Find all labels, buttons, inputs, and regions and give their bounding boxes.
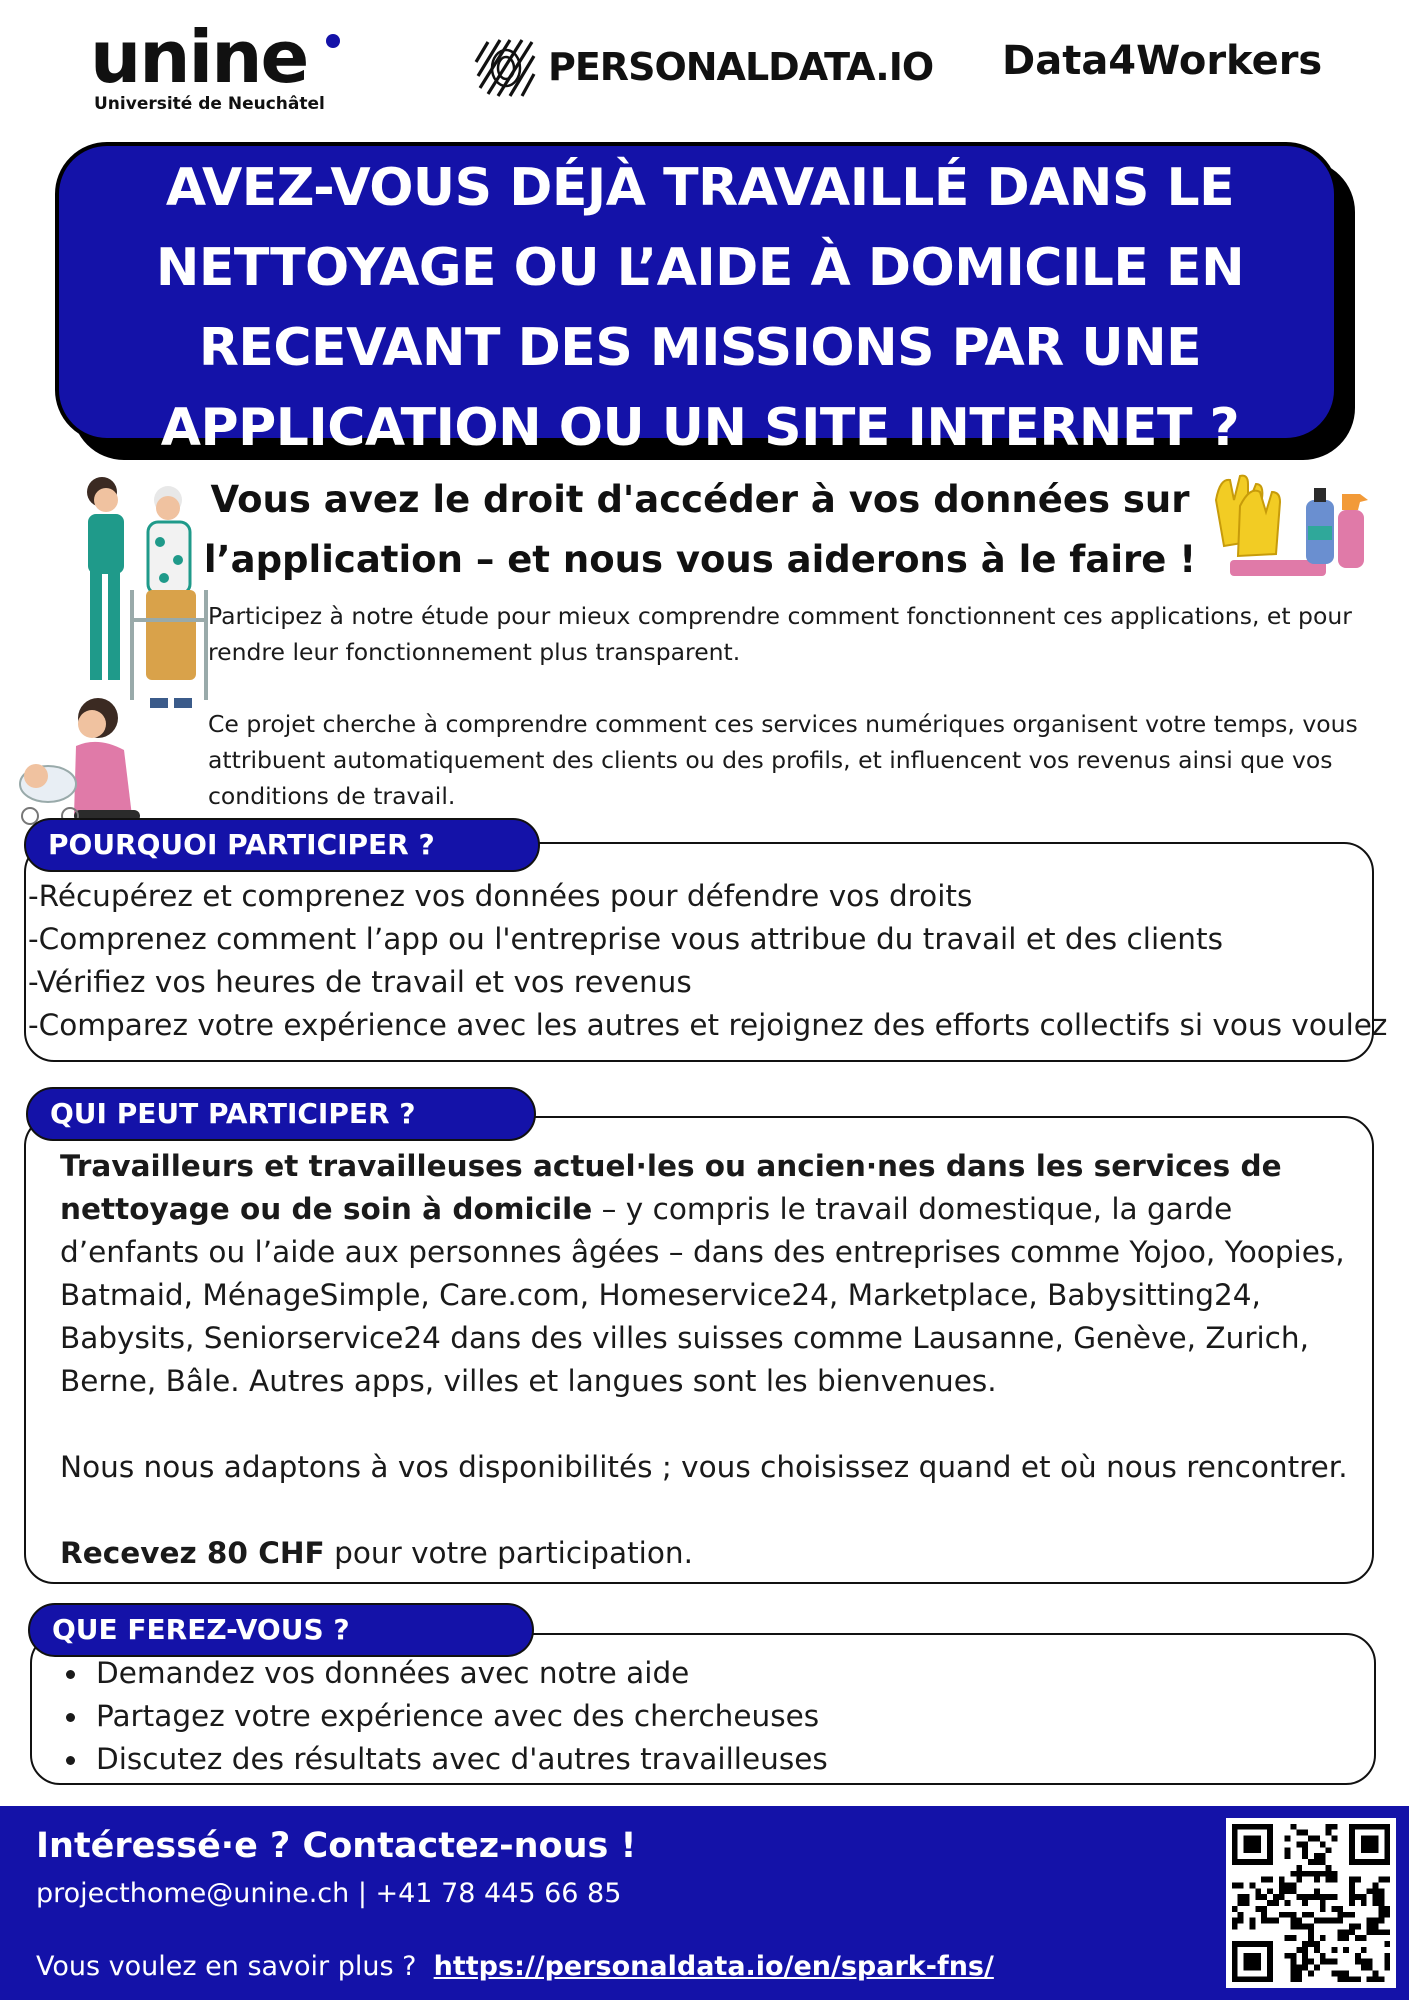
- subheading-line: Vous avez le droit d'accéder à vos données sur: [210, 478, 1190, 521]
- reward-text: [60, 1532, 1360, 1575]
- intro-paragraph: Participez à notre étude pour mieux comprendre comment fonctionnent ces applications, et pour rendre leur fonctionnement plus transparent.: [208, 602, 1352, 666]
- list-item: Discutez des résultats avec d'autres travailleuses: [62, 1738, 1262, 1781]
- who-can-participate-title: QUI PEUT PARTICIPER ?: [26, 1087, 536, 1141]
- what-will-you-do-list: [62, 1652, 1262, 1781]
- learn-more: [36, 1951, 994, 1982]
- fingerprint-icon: [470, 32, 540, 102]
- unine-dot-icon: [326, 34, 340, 48]
- learn-more-label: Vous voulez en savoir plus ?: [36, 1951, 417, 1982]
- caregiver-elderly-illustration: [70, 470, 220, 720]
- reward-amount: Recevez 80 CHF: [60, 1536, 325, 1570]
- project-link[interactable]: https://personaldata.io/en/spark-fns/: [433, 1951, 994, 1982]
- list-item: -Comparez votre expérience avec les autres et rejoignez des efforts collectifs si vous voulez: [28, 1008, 1388, 1042]
- subheading-line: l’application – et nous vous aiderons à le faire !: [203, 538, 1197, 581]
- unine-subtitle: Université de Neuchâtel: [94, 94, 325, 114]
- intro-paragraph: Ce projet cherche à comprendre comment ces services numériques organisent votre temps, vous attribuent automatiquement des clients ou des profils, et influencent vos revenus ainsi que vos conditions de travail.: [208, 710, 1358, 810]
- eligibility-paragraph: [60, 1145, 1360, 1403]
- eligibility-details: – y compris le travail domestique, la garde d’enfants ou l’aide aux personnes âgées – dans des entreprises comme Yojoo, Yoopies, Batmaid, MénageSimple, Care.com, Homeservice24, Marketplace, Babysitting24, Babysits, Seniorservice24 dans des villes suisses comme Lausanne, Genève, Zurich, Berne, Bâle. Autres apps, villes et langues sont les bienvenues.: [60, 1192, 1345, 1398]
- what-will-you-do-title: QUE FEREZ-VOUS ?: [28, 1603, 534, 1657]
- subheading: [200, 470, 1200, 590]
- eligibility-bold: Travailleurs et travailleuses actuel·les ou ancien·nes dans les services de nettoyage ou de soin à domicile: [60, 1149, 1282, 1226]
- data4workers-logo: Data4Workers: [1002, 38, 1323, 84]
- hero-title-line: AVEZ-VOUS DÉJÀ TRAVAILLÉ DANS LE: [165, 158, 1235, 218]
- list-item: Partagez votre expérience avec des chercheuses: [62, 1695, 1262, 1738]
- why-participate-title: POURQUOI PARTICIPER ?: [24, 818, 540, 872]
- hero-title: [60, 148, 1340, 468]
- footer-heading: Intéressé·e ? Contactez-nous !: [36, 1826, 637, 1866]
- hero-title-line: APPLICATION OU UN SITE INTERNET ?: [160, 398, 1240, 458]
- hero-title-line: NETTOYAGE OU L’AIDE À DOMICILE EN: [155, 238, 1245, 298]
- cleaning-supplies-illustration: [1210, 470, 1380, 582]
- intro-text: [208, 598, 1358, 814]
- babysitter-illustration: [14, 690, 154, 830]
- personaldata-wordmark: PERSONALDATA.IO: [548, 45, 934, 89]
- unine-wordmark: unine: [90, 15, 308, 99]
- list-item: -Vérifiez vos heures de travail et vos revenus: [28, 965, 692, 999]
- unine-logo: [90, 15, 360, 114]
- availability-text: Nous nous adaptons à vos disponibilités ; vous choisissez quand et où nous rencontrer.: [60, 1450, 1348, 1484]
- qr-code-icon[interactable]: [1226, 1818, 1396, 1988]
- footer-contact-bar: [0, 1806, 1409, 2000]
- contact-details: projecthome@unine.ch | +41 78 445 66 85: [36, 1878, 622, 1909]
- personaldata-logo: [470, 32, 933, 102]
- list-item: Demandez vos données avec notre aide: [62, 1652, 1262, 1695]
- who-can-participate-text: [60, 1145, 1360, 1575]
- hero-title-line: RECEVANT DES MISSIONS PAR UNE: [198, 318, 1202, 378]
- list-item: -Comprenez comment l’app ou l'entreprise vous attribue du travail et des clients: [28, 922, 1223, 956]
- list-item: -Récupérez et comprenez vos données pour défendre vos droits: [28, 879, 973, 913]
- why-participate-list: [28, 875, 1388, 1047]
- reward-rest: pour votre participation.: [324, 1536, 693, 1570]
